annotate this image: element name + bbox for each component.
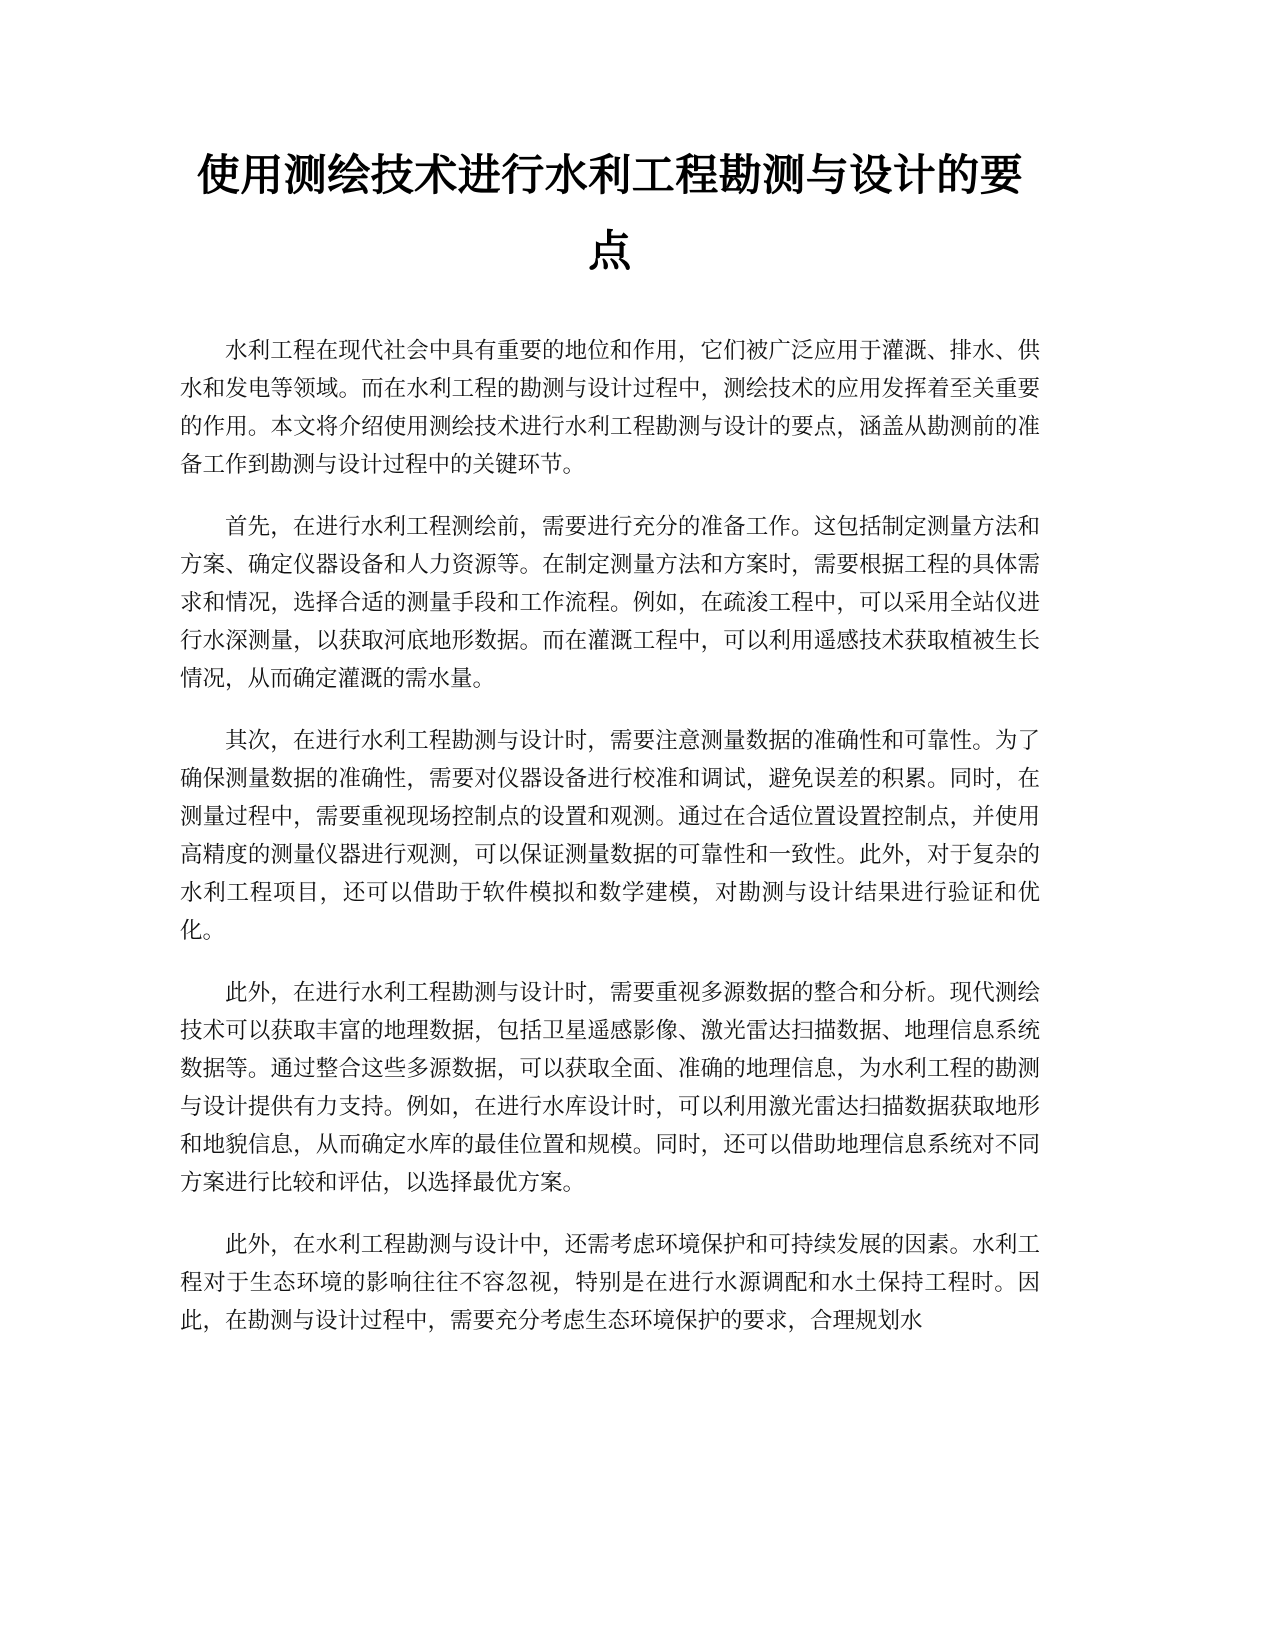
- paragraph-3: 其次，在进行水利工程勘测与设计时，需要注意测量数据的准确性和可靠性。为了确保测量数据的准确性，需要对仪器设备进行校准和调试，避免误差的积累。同时，在测量过程中，需要重视现场控制点的设置和观测。通过在合适位置设置控制点，并使用高精度的测量仪器进行观测，可以保证测量数据的可靠性和一致性。此外，对于复杂的水利工程项目，还可以借助于软件模拟和数学建模，对勘测与设计结果进行验证和优化。: [180, 728, 1040, 944]
- document-body: [180, 332, 1040, 1340]
- paragraph-4: 此外，在进行水利工程勘测与设计时，需要重视多源数据的整合和分析。现代测绘技术可以获取丰富的地理数据，包括卫星遥感影像、激光雷达扫描数据、地理信息系统数据等。通过整合这些多源数据，可以获取全面、准确的地理信息，为水利工程的勘测与设计提供有力支持。例如，在进行水库设计时，可以利用激光雷达扫描数据获取地形和地貌信息，从而确定水库的最佳位置和规模。同时，还可以借助地理信息系统对不同方案进行比较和评估，以选择最优方案。: [180, 980, 1040, 1196]
- page-title: 使用测绘技术进行水利工程勘测与设计的要点: [196, 151, 1024, 277]
- document-page: [180, 138, 1040, 1364]
- paragraph-1: 水利工程在现代社会中具有重要的地位和作用，它们被广泛应用于灌溉、排水、供水和发电等领域。而在水利工程的勘测与设计过程中，测绘技术的应用发挥着至关重要的作用。本文将介绍使用测绘技术进行水利工程勘测与设计的要点，涵盖从勘测前的准备工作到勘测与设计过程中的关键环节。: [180, 338, 1040, 478]
- paragraph-5: 此外，在水利工程勘测与设计中，还需考虑环境保护和可持续发展的因素。水利工程对于生态环境的影响往往不容忽视，特别是在进行水源调配和水土保持工程时。因此，在勘测与设计过程中，需要充分考虑生态环境保护的要求，合理规划水: [180, 1232, 1040, 1334]
- paragraph-2: 首先，在进行水利工程测绘前，需要进行充分的准备工作。这包括制定测量方法和方案、确定仪器设备和人力资源等。在制定测量方法和方案时，需要根据工程的具体需求和情况，选择合适的测量手段和工作流程。例如，在疏浚工程中，可以采用全站仪进行水深测量，以获取河底地形数据。而在灌溉工程中，可以利用遥感技术获取植被生长情况，从而确定灌溉的需水量。: [180, 514, 1040, 692]
